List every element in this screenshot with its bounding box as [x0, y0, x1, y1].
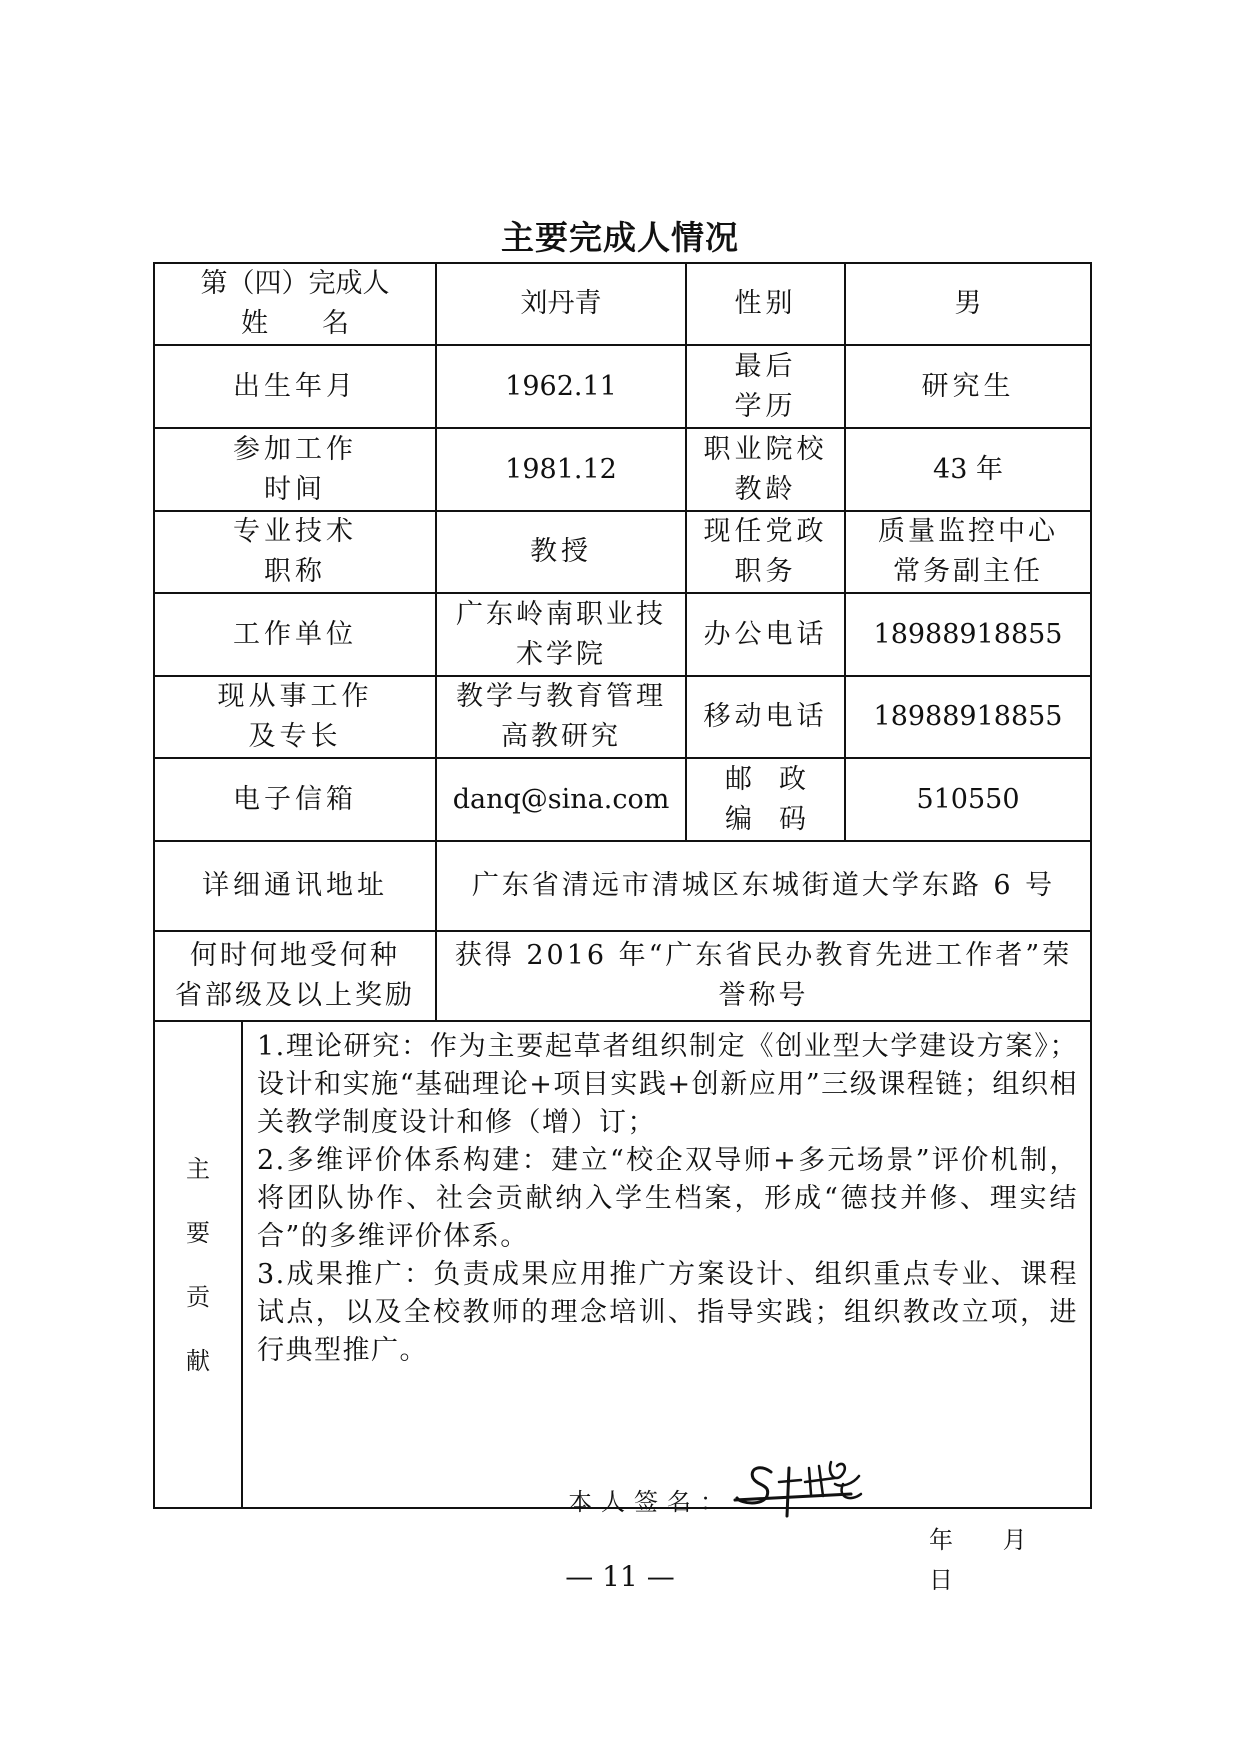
zip-value: 510550 — [845, 758, 1091, 841]
table-row — [154, 931, 1091, 1021]
date-month-label: 月 — [1002, 1526, 1027, 1554]
birth-value: 1962.11 — [436, 345, 686, 428]
signature-image — [731, 1454, 881, 1524]
zip-label: 邮 政 编 码 — [686, 758, 845, 841]
work-label: 现从事工作 及专长 — [154, 676, 436, 758]
table-row — [154, 593, 1091, 676]
table-row — [154, 263, 1091, 345]
date-day-label: 日 — [929, 1566, 953, 1594]
table-row — [154, 428, 1091, 511]
gender-label: 性别 — [686, 263, 845, 345]
edu-value: 研究生 — [845, 345, 1091, 428]
table-row — [154, 345, 1091, 428]
post-value: 质量监控中心 常务副主任 — [845, 511, 1091, 593]
date-year-label: 年 — [929, 1526, 953, 1554]
table-row — [154, 758, 1091, 841]
table-row — [154, 1021, 1091, 1508]
signature-label: 本人签名： — [568, 1488, 733, 1516]
contribution-label-char: 贡 — [186, 1282, 210, 1311]
unit-value: 广东岭南职业技 术学院 — [436, 593, 686, 676]
email-label: 电子信箱 — [154, 758, 436, 841]
office-phone-value: 18988918855 — [845, 593, 1091, 676]
page-number: — 11 — — [565, 1560, 675, 1593]
page-title: 主要完成人情况 — [501, 218, 739, 257]
table-row — [154, 841, 1091, 931]
teach-years-label: 职业院校 教龄 — [686, 428, 845, 511]
completer-info-table — [153, 262, 1092, 1594]
name-value: 刘丹青 — [436, 263, 686, 345]
prof-title-label: 专业技术 职称 — [154, 511, 436, 593]
work-value: 教学与教育管理 高教研究 — [436, 676, 686, 758]
contribution-label-char: 要 — [186, 1218, 210, 1247]
unit-label: 工作单位 — [154, 593, 436, 676]
name-label: 第（四）完成人 姓 名 — [154, 263, 436, 345]
work-start-label: 参加工作 时间 — [154, 428, 436, 511]
award-label: 何时何地受何种 省部级及以上奖励 — [154, 931, 436, 1021]
mobile-value: 18988918855 — [845, 676, 1091, 758]
teach-years-value: 43 年 — [845, 428, 1091, 511]
post-label: 现任党政 职务 — [686, 511, 845, 593]
edu-label: 最后 学历 — [686, 345, 845, 428]
table-row — [154, 511, 1091, 593]
address-label: 详细通讯地址 — [154, 841, 436, 931]
contribution-label-char: 主 — [186, 1154, 210, 1183]
birth-label: 出生年月 — [154, 345, 436, 428]
table-row — [154, 676, 1091, 758]
gender-value: 男 — [845, 263, 1091, 345]
address-value: 广东省清远市清城区东城街道大学东路 6 号 — [436, 841, 1091, 931]
work-start-value: 1981.12 — [436, 428, 686, 511]
award-value: 获得 2016 年“广东省民办教育先进工作者”荣誉称号 — [436, 931, 1091, 1021]
prof-title-value: 教授 — [436, 511, 686, 593]
contribution-text: 1.理论研究：作为主要起草者组织制定《创业型大学建设方案》；设计和实施“基础理论+项目实践+创新应用”三级课程链；组织相关教学制度设计和修（增）订； 2.多维评价体系构建：建立“校企双导师+多元场景”评价机制，将团队协作、社会贡献纳入学生档案，形成“德技并修、理实结合”的多维评价体系。 3.成果推广：负责成果应用推广方案设计、组织重点专业、课程试点，以及全校教师的理念培训、指导实践；组织教改立项，进行典型推广。 — [257, 1031, 1078, 1366]
office-phone-label: 办公电话 — [686, 593, 845, 676]
contribution-label-char: 献 — [186, 1346, 210, 1375]
contribution-label — [154, 1021, 242, 1508]
email-value: danq@sina.com — [436, 758, 686, 841]
mobile-label: 移动电话 — [686, 676, 845, 758]
